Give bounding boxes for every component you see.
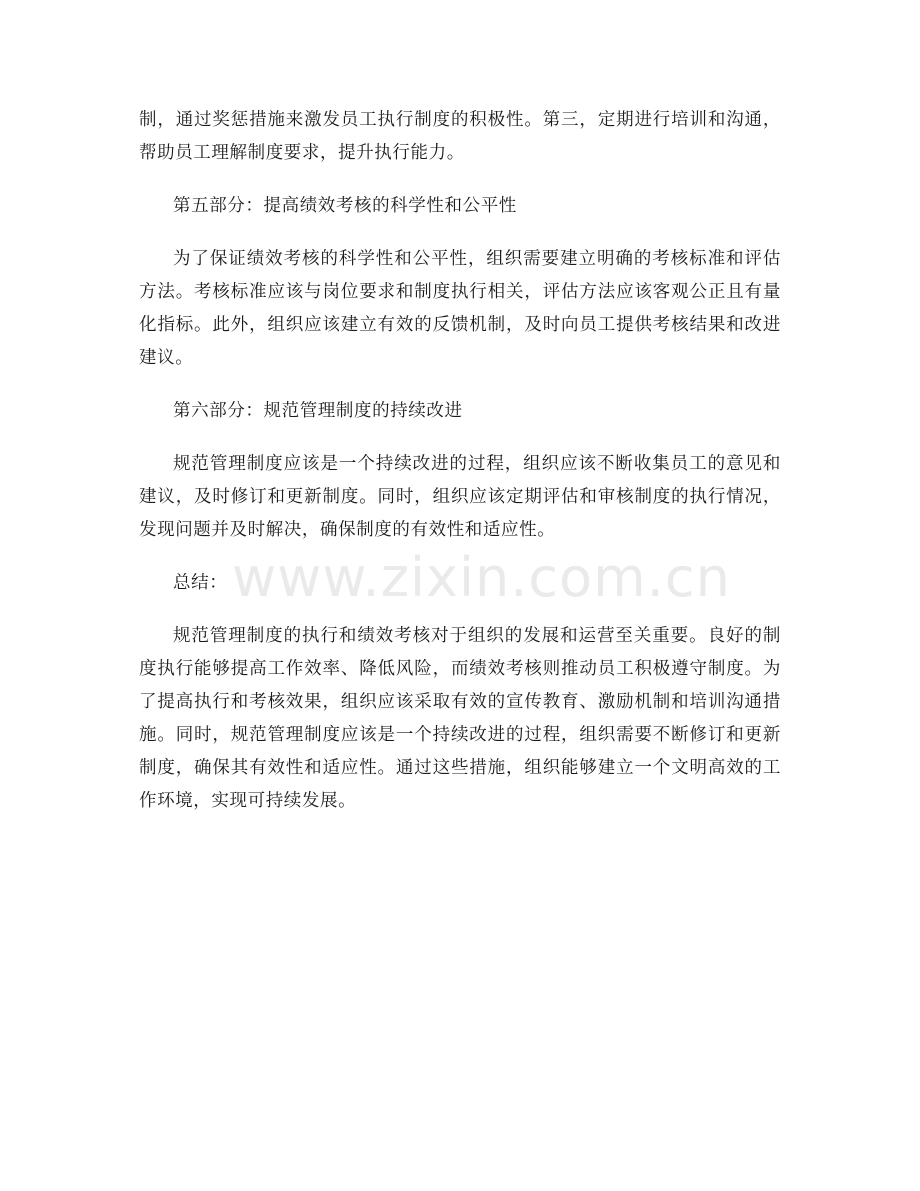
summary-heading: 总结：	[173, 573, 228, 593]
paragraph-part-six: 规范管理制度应该是一个持续改进的过程，组织应该不断收集员工的意见和建议，及时修订和更新制度。同时，组织应该定期评估和审核制度的执行情况，发现问题并及时解决，确保制度的有效性和适应性。	[139, 454, 781, 540]
section-heading-part-five: 第五部分：提高绩效考核的科学性和公平性	[173, 196, 517, 216]
document-body	[139, 104, 781, 818]
watermark: www.zixin.com.cn	[232, 546, 731, 609]
section-heading-part-six: 第六部分：规范管理制度的持续改进	[173, 401, 463, 421]
paragraph-continuation: 制，通过奖惩措施来激发员工执行制度的积极性。第三，定期进行培训和沟通，帮助员工理解制度要求，提升执行能力。	[139, 110, 781, 163]
summary-paragraph: 规范管理制度的执行和绩效考核对于组织的发展和运营至关重要。良好的制度执行能够提高工作效率、降低风险，而绩效考核则推动员工积极遵守制度。为了提高执行和考核效果，组织应该采取有效的宣传教育、激励机制和培训沟通措施。同时，规范管理制度应该是一个持续改进的过程，组织需要不断修订和更新制度，确保其有效性和适应性。通过这些措施，组织能够建立一个文明高效的工作环境，实现可持续发展。	[139, 626, 781, 811]
paragraph-part-five: 为了保证绩效考核的科学性和公平性，组织需要建立明确的考核标准和评估方法。考核标准应该与岗位要求和制度执行相关，评估方法应该客观公正且有量化指标。此外，组织应该建立有效的反馈机制，及时向员工提供考核结果和改进建议。	[139, 249, 781, 368]
